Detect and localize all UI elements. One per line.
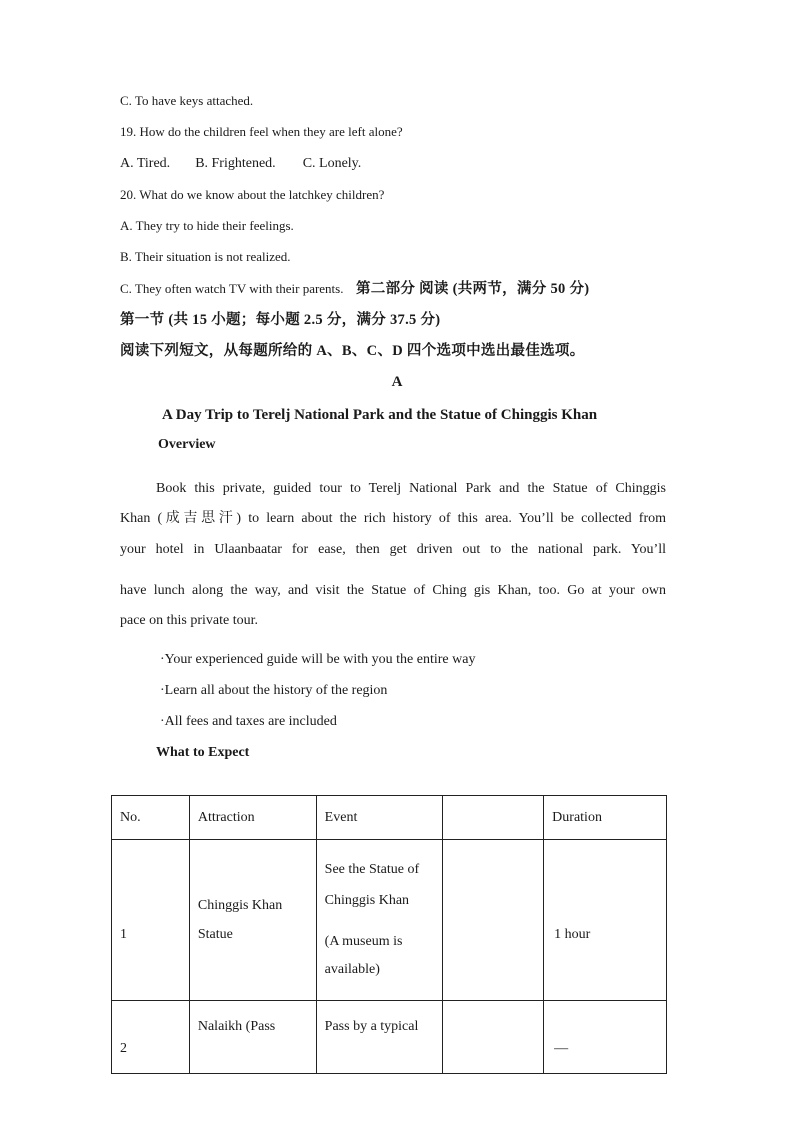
q19-question: 19. How do the children feel when they are left alone? bbox=[120, 124, 403, 139]
row2-extra bbox=[443, 1001, 544, 1074]
q20-option-c: C. They often watch TV with their parents. bbox=[120, 281, 344, 296]
section-heading: 第一节 (共 15 小题；每小题 2.5 分，满分 37.5 分) bbox=[120, 312, 441, 328]
q19-option-c: C. Lonely. bbox=[302, 156, 362, 171]
q20-option-b: B. Their situation is not realized. bbox=[120, 249, 291, 264]
passage-title: A Day Trip to Terelj National Park and the Statue of Chinggis Khan bbox=[162, 407, 598, 423]
passage-label: A bbox=[391, 374, 403, 390]
header-no: No. bbox=[112, 796, 190, 840]
overview-line-5: pace on this private tour. bbox=[120, 613, 259, 628]
schedule-table bbox=[111, 795, 667, 1074]
overview-line-1: Book this private, guided tour to Terelj National Park and the Statue of Chinggis bbox=[156, 481, 666, 496]
row1-event bbox=[316, 840, 443, 1001]
row2-attraction-line1: Nalaikh (Pass bbox=[197, 1019, 276, 1034]
table-header-row bbox=[112, 796, 667, 840]
header-duration: Duration bbox=[544, 796, 667, 840]
row1-event-line4: available) bbox=[324, 962, 380, 977]
row1-event-line2: Chinggis Khan bbox=[324, 893, 410, 908]
bullet-guide: ·Your experienced guide will be with you the entire way bbox=[160, 652, 476, 667]
what-to-expect-heading: What to Expect bbox=[156, 745, 250, 760]
row2-attraction bbox=[189, 1001, 316, 1074]
q19-options bbox=[120, 155, 361, 173]
row1-duration: 1 hour bbox=[544, 840, 667, 1001]
overview-line-2: Khan (成吉思汗) to learn about the rich history of this area. You’ll be collected from bbox=[120, 511, 666, 526]
header-blank bbox=[443, 796, 544, 840]
row1-no: 1 bbox=[112, 840, 190, 1001]
overview-line-3: your hotel in Ulaanbaatar for ease, then get driven out to the national park. You’ll bbox=[120, 542, 666, 557]
q19-option-b: B. Frightened. bbox=[195, 156, 276, 171]
bullet-fees: ·All fees and taxes are included bbox=[160, 714, 337, 729]
row1-attraction-line2: Statue bbox=[197, 927, 233, 942]
overview-heading: Overview bbox=[158, 437, 216, 452]
table-row bbox=[112, 840, 667, 1001]
q20-question: 20. What do we know about the latchkey children? bbox=[120, 187, 385, 202]
table-row bbox=[112, 1001, 667, 1074]
q20-option-a: A. They try to hide their feelings. bbox=[120, 218, 294, 233]
header-event: Event bbox=[316, 796, 443, 840]
row2-duration: — bbox=[544, 1001, 667, 1074]
bullet-history: ·Learn all about the history of the region bbox=[160, 683, 388, 698]
row1-event-line3: (A museum is bbox=[324, 934, 403, 949]
q20-option-c-line bbox=[120, 280, 589, 298]
q19-option-a: A. Tired. bbox=[120, 156, 171, 171]
row1-event-line1: See the Statue of bbox=[324, 862, 420, 877]
row2-no: 2 bbox=[112, 1001, 190, 1074]
q18-option-c: C. To have keys attached. bbox=[120, 93, 254, 108]
row1-attraction bbox=[189, 840, 316, 1001]
row2-event-line1: Pass by a typical bbox=[324, 1019, 419, 1034]
row1-extra bbox=[443, 840, 544, 1001]
header-attraction: Attraction bbox=[189, 796, 316, 840]
part-heading: 第二部分 阅读 (共两节，满分 50 分) bbox=[355, 281, 590, 297]
row1-attraction-line1: Chinggis Khan bbox=[197, 898, 283, 913]
reading-instruction: 阅读下列短文，从每题所给的 A、B、C、D 四个选项中选出最佳选项。 bbox=[120, 343, 585, 359]
row2-event bbox=[316, 1001, 443, 1074]
overview-line-4: have lunch along the way, and visit the Statue of Ching gis Khan, too. Go at your own bbox=[120, 583, 666, 598]
